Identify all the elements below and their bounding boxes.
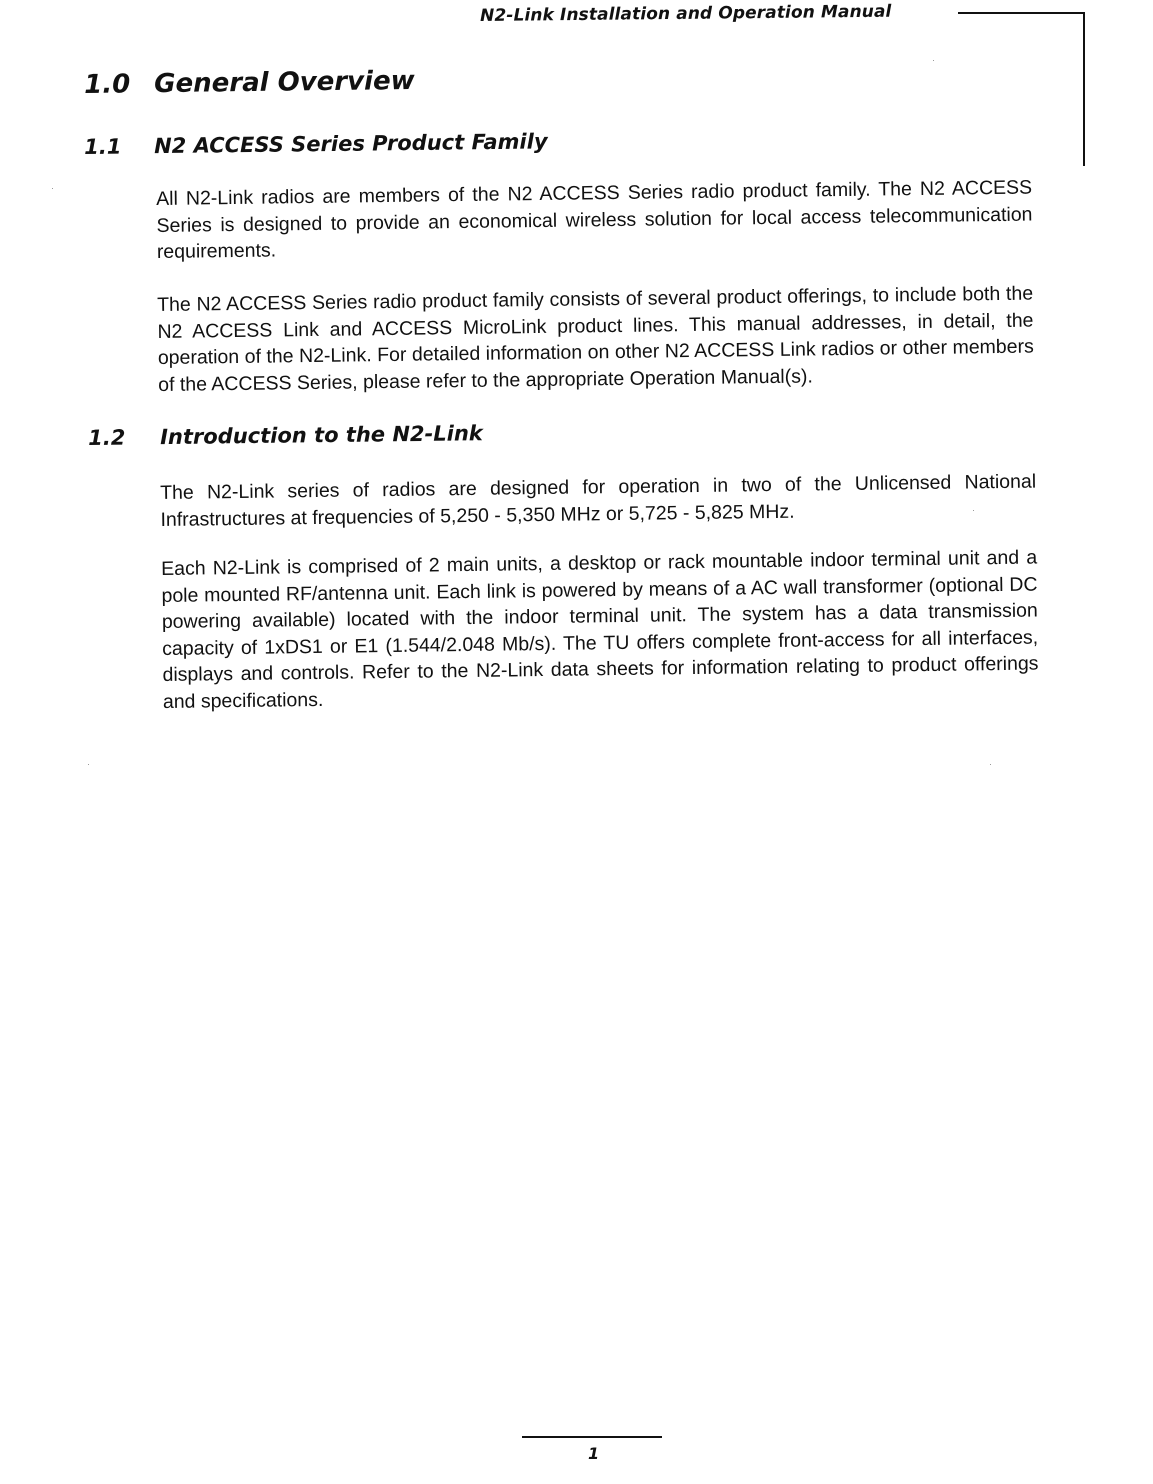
header-rule [958, 12, 1084, 14]
header-vertical-rule [1083, 12, 1085, 166]
section-heading-1-2 [88, 421, 483, 450]
section-heading-1-1 [84, 129, 548, 159]
section-number: 1.2 [88, 425, 126, 450]
section-title: General Overview [153, 65, 415, 100]
page-number: 1 [588, 1444, 600, 1463]
section-heading-1-0 [84, 66, 415, 100]
scan-speck [990, 764, 991, 765]
scan-speck [52, 188, 53, 189]
section-number: 1.1 [84, 134, 122, 159]
scan-speck [973, 510, 974, 511]
scan-speck [88, 764, 89, 765]
section-number: 1.0 [84, 69, 131, 100]
footer-rule [522, 1436, 662, 1438]
paragraph: The N2 ACCESS Series radio product family consists of several product offerings, to include both the N2 ACCESS Link and ACCESS MicroLink product lines. This manual addresses, in detail, the operation of the N2-Link. For detailed information on other N2 ACCESS Link radios or other members of the ACCESS Series, please refer to the appropriate Operation Manual(s). [157, 282, 1034, 396]
paragraph: The N2-Link series of radios are designed for operation in two of the Unlicensed National Infrastructures at frequencies of 5,250 - 5,350 MHz or 5,725 - 5,825 MHz. [160, 470, 1037, 531]
section-title: N2 ACCESS Series Product Family [153, 129, 548, 159]
section-title: Introduction to the N2-Link [159, 421, 483, 450]
paragraph: Each N2-Link is comprised of 2 main units, a desktop or rack mountable indoor terminal unit and a pole mounted RF/antenna unit. Each link is powered by means of a AC wall transformer (optional DC powering available) located with the indoor terminal unit. The system has a data transmission capacity of 1xDS1 or E1 (1.544/2.048 Mb/s). The TU offers complete front-access for all interfaces, displays and controls. Refer to the N2-Link data sheets for information relating to product offerings and specifications. [161, 546, 1039, 713]
running-header: N2-Link Installation and Operation Manual [480, 1, 892, 26]
scan-speck [933, 60, 934, 61]
paragraph: All N2-Link radios are members of the N2 ACCESS Series radio product family. The N2 ACCESS Series is designed to provide an economical wireless solution for local access telecommunication requirements. [156, 176, 1033, 263]
